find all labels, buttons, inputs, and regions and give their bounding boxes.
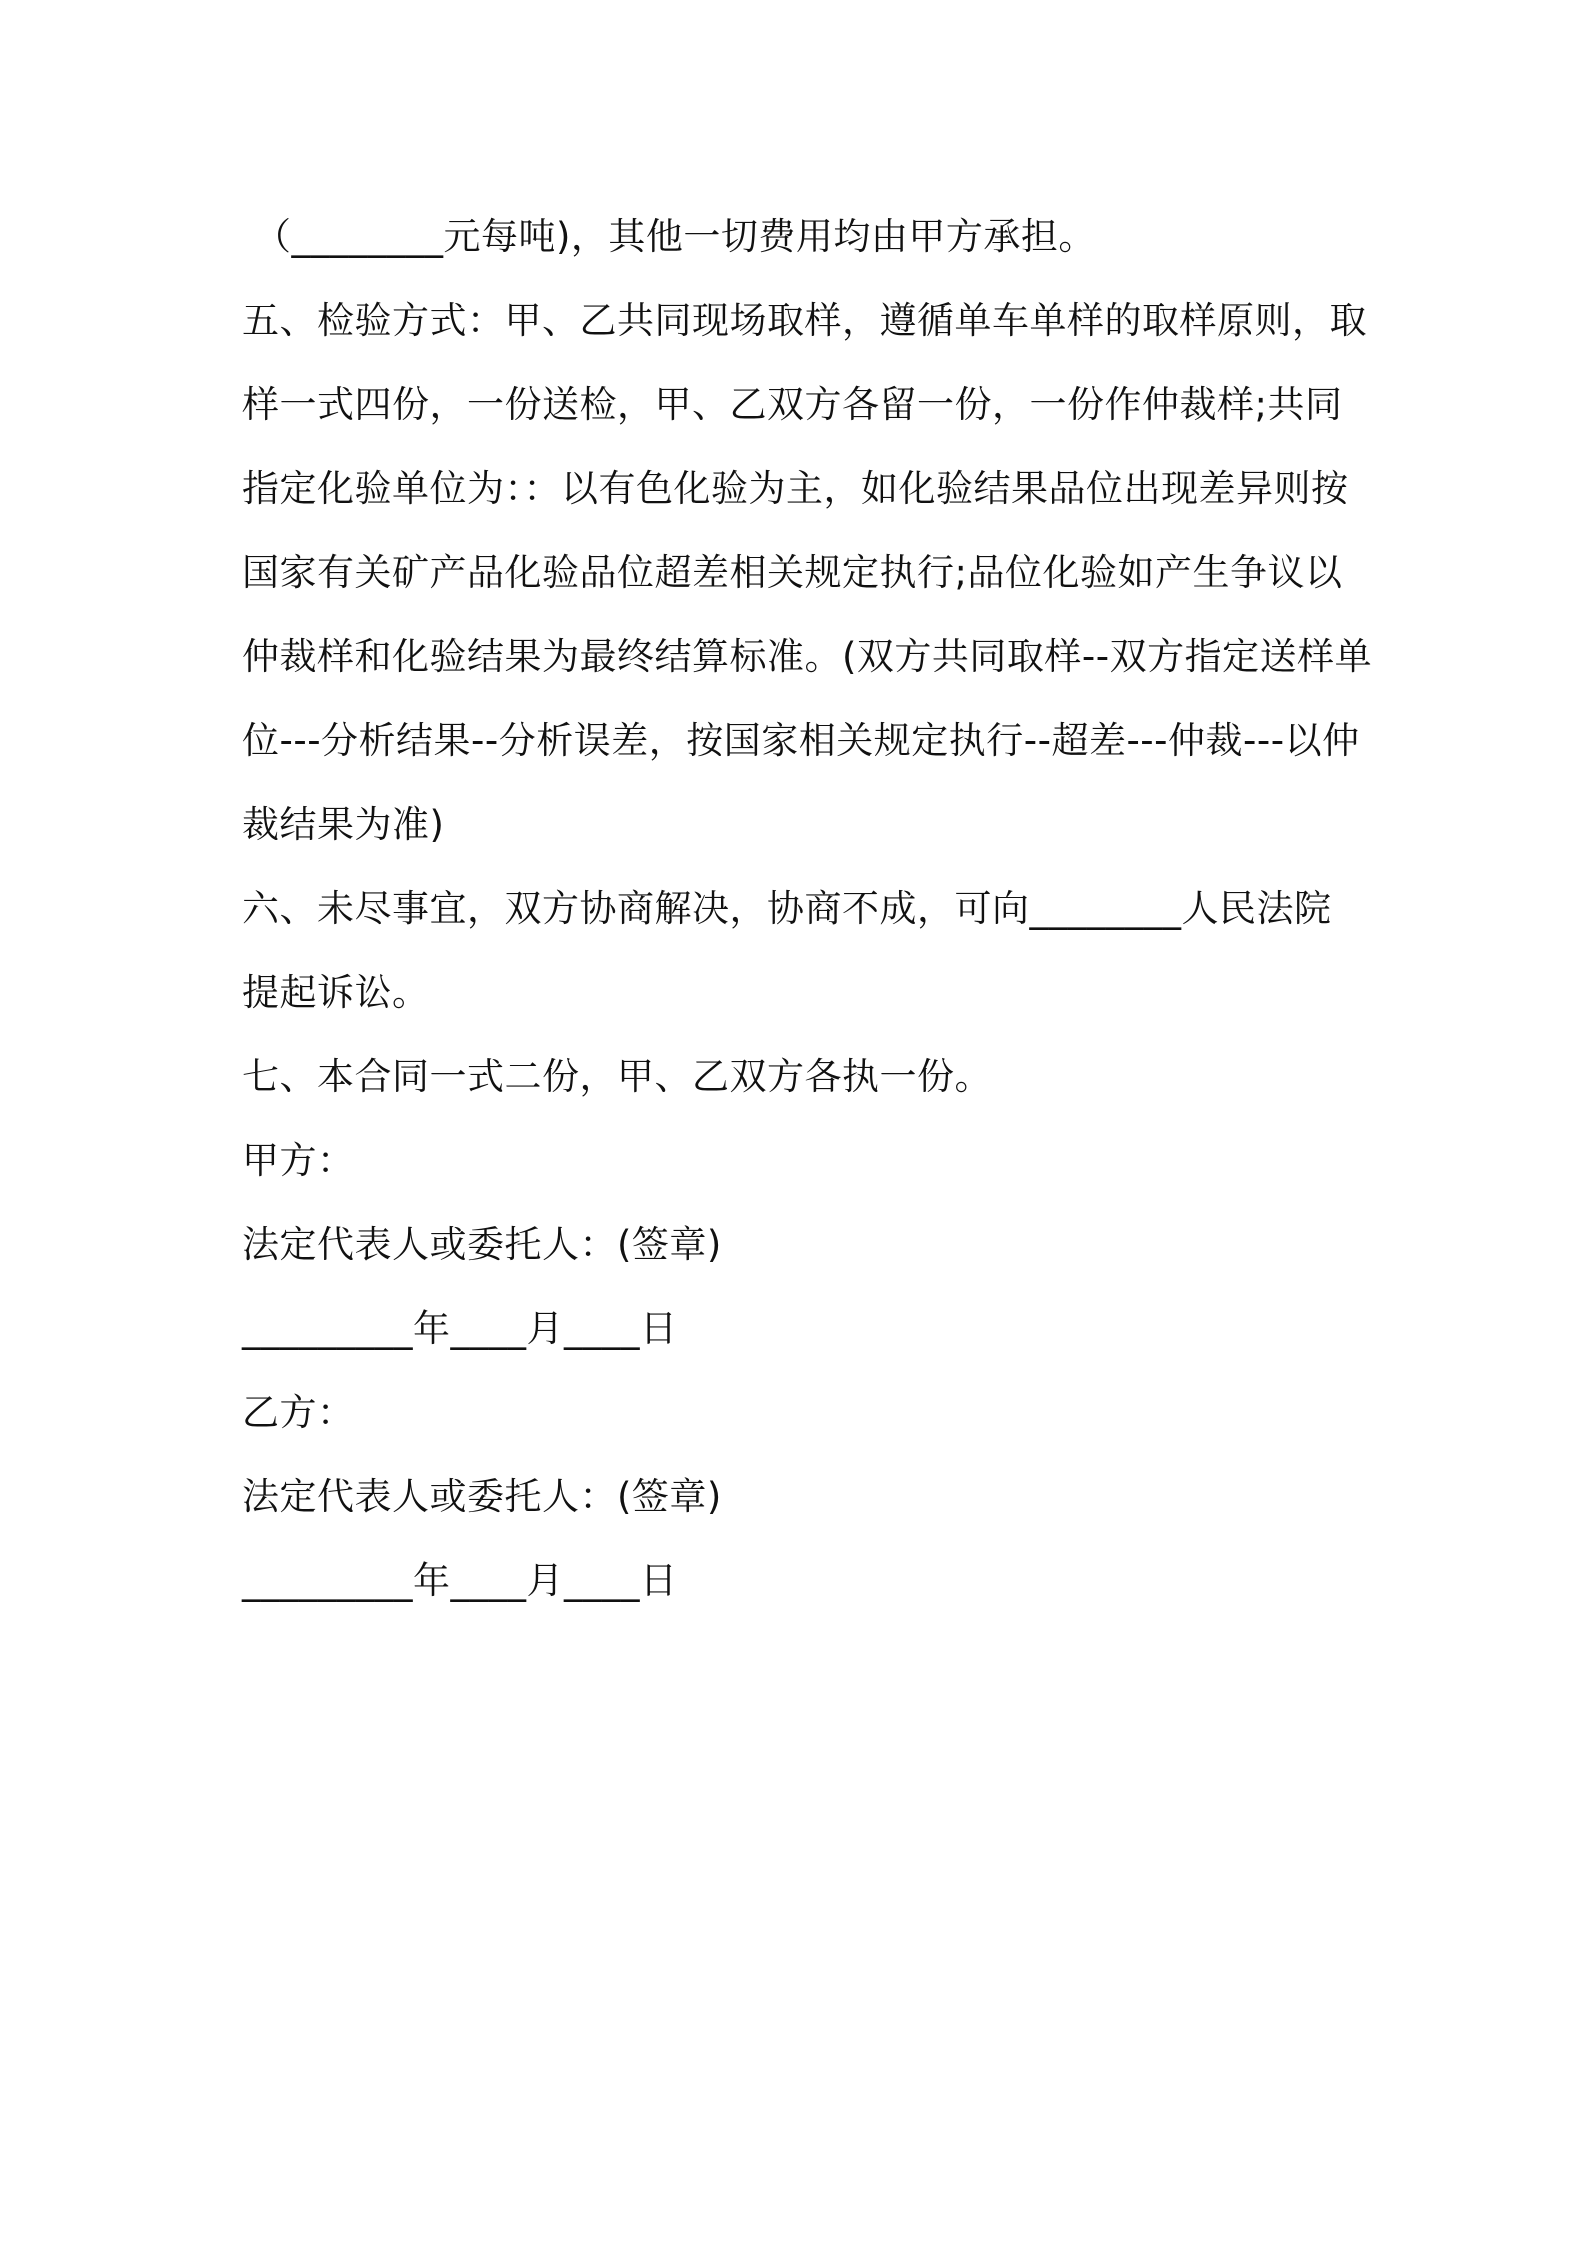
- party-a-date: _________年____月____日: [242, 1307, 678, 1350]
- inspection-clause-line-2: 样一式四份，一份送检，甲、乙双方各留一份，一份作仲裁样;共同: [242, 383, 1343, 426]
- inspection-clause-line-3: 指定化验单位为：：以有色化验为主，如化验结果品位出现差异则按: [242, 467, 1349, 510]
- party-b-label: 乙方：: [242, 1391, 355, 1434]
- party-a-label: 甲方：: [242, 1139, 355, 1182]
- party-b-signature: 法定代表人或委托人：(签章): [242, 1475, 722, 1518]
- inspection-clause-line-5: 仲裁样和化验结果为最终结算标准。(双方共同取样--双方指定送样单: [242, 635, 1373, 678]
- contract-page: [242, 195, 1373, 1623]
- party-a-signature: 法定代表人或委托人：(签章): [242, 1223, 722, 1266]
- dispute-clause-line-2: 提起诉讼。: [242, 971, 430, 1014]
- fee-clause-continuation: （________元每吨)，其他一切费用均由甲方承担。: [254, 215, 1096, 258]
- inspection-clause-line-7: 裁结果为准): [242, 803, 445, 846]
- inspection-clause-line-1: 五、检验方式：甲、乙共同现场取样，遵循单车单样的取样原则，取: [242, 299, 1367, 342]
- inspection-clause-line-4: 国家有关矿产品化验品位超差相关规定执行;品位化验如产生争议以: [242, 551, 1343, 594]
- party-b-date: _________年____月____日: [242, 1559, 678, 1602]
- inspection-clause-line-6: 位---分析结果--分析误差，按国家相关规定执行--超差---仲裁---以仲: [242, 719, 1360, 762]
- copies-clause: 七、本合同一式二份，甲、乙双方各执一份。: [242, 1055, 992, 1098]
- dispute-clause-line-1: 六、未尽事宜，双方协商解决，协商不成，可向________人民法院: [242, 887, 1332, 930]
